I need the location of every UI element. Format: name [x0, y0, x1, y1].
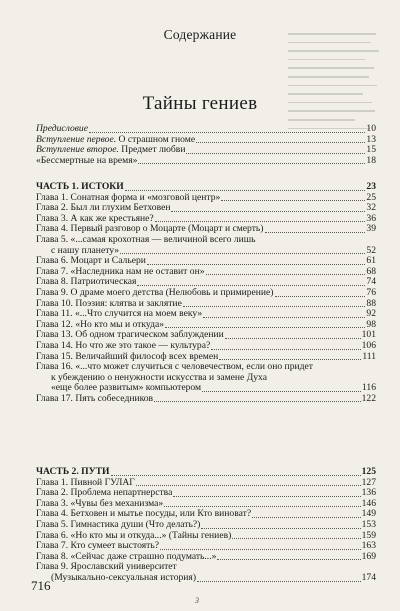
- section-heading: Содержание: [163, 27, 237, 42]
- toc-entry-title-text: Глава 7. Кто сумеет выстоять?: [36, 541, 159, 552]
- toc-entry-title: [36, 362, 313, 373]
- toc-entry-title: [36, 182, 124, 193]
- dot-leader: [173, 495, 360, 497]
- toc-entry-title-text: «Бессмертные на время»: [36, 155, 138, 166]
- toc-entry: [36, 541, 376, 552]
- toc-entry: [36, 467, 376, 478]
- dot-leader: [221, 199, 365, 201]
- toc-entry-title: [36, 299, 182, 310]
- toc-entry: [36, 135, 376, 146]
- dot-leader: [197, 580, 361, 582]
- toc-page-number: 111: [362, 350, 376, 362]
- dot-leader: [171, 210, 365, 212]
- dot-leader: [257, 243, 376, 244]
- dot-leader: [136, 484, 361, 486]
- toc-entry-title-text: Глава 3. «Чувы без механизма»: [36, 498, 164, 509]
- toc-entry-title-text: Глава 17. Пять собеседников: [36, 393, 154, 404]
- toc-entry: [36, 520, 376, 531]
- toc-entry-title-text: Глава 6. Моцарт и Сальери: [36, 256, 146, 267]
- toc-page-number: 92: [366, 308, 376, 320]
- dot-leader: [219, 358, 361, 360]
- dot-leader: [232, 537, 360, 539]
- toc-entry-title-text: Глава 12. «Но кто мы и откуда»: [36, 319, 165, 330]
- toc-page-number: 169: [361, 550, 376, 562]
- toc-page-number: 68: [366, 265, 376, 277]
- toc-entry-title: [51, 573, 196, 584]
- toc-entry: [36, 124, 376, 135]
- toc-entry-title-text: ЧАСТЬ 1. ИСТОКИ: [36, 182, 124, 192]
- toc-entry: [36, 288, 376, 299]
- toc-entry-title: [36, 203, 170, 214]
- toc-entry-title-text: Глава 1. Пивной ГУЛАГ: [36, 477, 135, 488]
- toc-page-number: 76: [366, 286, 376, 298]
- toc-page-number: 61: [366, 255, 376, 267]
- dot-leader: [314, 370, 375, 371]
- toc-entry: [36, 235, 376, 246]
- toc-entry-title: [51, 383, 201, 394]
- toc-entry: [36, 509, 376, 520]
- toc-entry-title: [36, 267, 205, 278]
- toc-page-number: 23: [366, 181, 376, 192]
- dot-leader: [225, 337, 361, 339]
- toc-entry: [36, 362, 376, 373]
- dot-leader: [202, 390, 361, 392]
- toc-entry-title: [36, 309, 202, 320]
- toc-entry-title: [36, 124, 88, 135]
- toc-entry-title: [36, 145, 185, 156]
- toc-entry: [36, 182, 376, 193]
- toc-entry: [36, 352, 376, 363]
- toc-entry: [36, 320, 376, 331]
- toc-entry-title-text: Глава 5. Гимнастика души (Что делать?): [36, 519, 201, 530]
- dot-leader: [111, 474, 361, 476]
- dot-leader: [125, 189, 366, 191]
- toc-page-number: 74: [366, 276, 376, 288]
- toc-entry-title-italic: Вступление первое.: [36, 134, 117, 145]
- dot-leader: [203, 316, 365, 318]
- toc-entry-title: [36, 488, 172, 499]
- dot-leader: [137, 284, 365, 286]
- toc-front-matter: [36, 124, 376, 166]
- toc-entry-title-text: Глава 8. «Сейчас даже страшно подумать...»: [36, 551, 217, 562]
- toc-entry: [36, 330, 376, 341]
- toc-entry-title-text: Глава 10. Поэзия: клятва и заклятие: [36, 298, 182, 309]
- toc-entry-title-text: Глава 2. Был ли глухим Бетховен: [36, 203, 171, 214]
- toc-entry-title: [36, 235, 256, 246]
- toc-page-number: 116: [361, 382, 376, 394]
- toc-entry-title-text: Глава 4. Первый разговор о Моцарте (Моцарт и смерть): [36, 224, 264, 235]
- toc-entry-title: [36, 256, 146, 267]
- toc-page-number: 149: [361, 508, 376, 520]
- toc-entry-title-text: Глава 6. «Но кто мы и откуда...» (Тайны гениев): [36, 530, 232, 541]
- toc-page-number: 25: [366, 191, 376, 203]
- toc-entry: [36, 499, 376, 510]
- toc-entry-title-text: ЧАСТЬ 2. ПУТИ: [36, 467, 110, 477]
- dot-leader: [138, 162, 365, 164]
- dot-leader: [211, 348, 360, 350]
- toc-entry: [36, 299, 376, 310]
- toc-entry-title: [36, 562, 177, 573]
- toc-page-number: 163: [361, 540, 376, 552]
- dot-leader: [178, 570, 375, 571]
- toc-entry-title-text: Глава 15. Величайший философ всех времен: [36, 351, 219, 362]
- dot-leader: [160, 548, 361, 550]
- toc-page-number: 136: [361, 487, 376, 499]
- toc-entry-title: [36, 224, 264, 235]
- toc-entry: [36, 552, 376, 563]
- toc-entry: [36, 383, 376, 394]
- toc-entry-title: [36, 467, 110, 478]
- dot-leader: [165, 326, 365, 328]
- dot-leader: [206, 273, 366, 275]
- toc-entry-title-text: Глава 11. «...Что случится на моем веку»: [36, 309, 203, 320]
- toc-page-number: 125: [361, 466, 376, 477]
- toc-entry: [36, 214, 376, 225]
- toc-page-number: 98: [366, 318, 376, 330]
- toc-entry-title: [36, 531, 231, 542]
- toc-entry-title-text: Глава 7. «Наследника нам не оставит он»: [36, 266, 205, 277]
- toc-page-number: 10: [366, 123, 376, 134]
- dot-leader: [183, 305, 366, 307]
- toc-page-number: 32: [366, 202, 376, 214]
- dot-leader: [201, 527, 360, 529]
- toc-entry-title-text: Глава 14. Но что же это такое — культура?: [36, 340, 211, 351]
- toc-page-number: 18: [366, 154, 376, 166]
- toc-entry-title-text: Глава 13. Об одном трагическом заблуждении: [36, 330, 224, 341]
- dot-leader: [196, 141, 365, 143]
- toc-entry: [36, 193, 376, 204]
- toc-entry-title: [51, 246, 119, 257]
- dot-leader: [217, 558, 360, 560]
- toc-entry-title-text: Глава 4. Бетховен и мытье посуды, или Кто виноват?: [36, 509, 252, 520]
- dot-leader: [275, 295, 366, 297]
- toc-entry: [36, 156, 376, 167]
- toc-entry-title: [36, 214, 154, 225]
- toc-page-number: 174: [361, 571, 376, 583]
- toc-part-1: [36, 182, 376, 404]
- dot-leader: [89, 131, 365, 133]
- toc-entry-title-text: Глава 8. Патриотическая: [36, 277, 137, 288]
- toc-entry: [36, 478, 376, 489]
- dot-leader: [120, 252, 365, 254]
- toc-entry-title-text: Глава 1. Сонатная форма и «мозговой центр»: [36, 192, 221, 203]
- toc-entry: [36, 145, 376, 156]
- toc-page-number: 127: [361, 476, 376, 488]
- toc-entry-title: [36, 478, 135, 489]
- toc-entry-title: [36, 320, 164, 331]
- toc-page-number: 39: [366, 223, 376, 235]
- toc-entry-title-text: Глава 3. А как же крестьяне?: [36, 213, 154, 224]
- toc-page-number: 146: [361, 497, 376, 509]
- toc-entry: [36, 573, 376, 584]
- toc-entry-title: [36, 156, 137, 167]
- toc-entry-title-text: (Музыкально-сексуальная история): [51, 572, 197, 583]
- toc-entry-title-text: с нашу планету»: [51, 245, 120, 256]
- toc-entry-title: [51, 373, 267, 384]
- toc-entry-title: [36, 394, 153, 405]
- dot-leader: [252, 516, 361, 518]
- toc-entry-title: [36, 499, 163, 510]
- toc-entry: [36, 277, 376, 288]
- toc-entry-title-text: О страшном гноме: [116, 134, 196, 145]
- dot-leader: [147, 263, 366, 265]
- toc-entry-title-text: Глава 9. Ярославский университет: [36, 562, 177, 573]
- toc-entry: [36, 246, 376, 257]
- toc-page-number: 15: [366, 144, 376, 156]
- toc-entry-title-text: Глава 9. О драме моего детства (Нелюбовь и примирение): [36, 287, 274, 298]
- dot-leader: [155, 220, 366, 222]
- toc-entry-title-text: Глава 2. Проблема непартнерства: [36, 488, 173, 499]
- toc-entry-title: [36, 509, 251, 520]
- toc-entry: [36, 394, 376, 405]
- toc-entry: [36, 488, 376, 499]
- toc-page-number: 153: [361, 518, 376, 530]
- dot-leader: [154, 400, 361, 402]
- toc-entry-title-italic: Вступление второе.: [36, 145, 119, 156]
- toc-entry: [36, 562, 376, 573]
- toc-entry: [36, 341, 376, 352]
- toc-page-number: 88: [366, 297, 376, 309]
- toc-entry-title-text: к убеждению о ненужности искусства и замене Духа: [51, 372, 267, 383]
- dot-leader: [268, 380, 375, 381]
- toc-page-number: 159: [361, 529, 376, 541]
- toc-entry-title-text: Глава 16. «...что может случиться с человечеством, если оно придет: [36, 362, 313, 373]
- toc-entry-title: [36, 193, 220, 204]
- toc-entry: [36, 373, 376, 384]
- toc-entry-title: [36, 330, 224, 341]
- toc-page-number: 13: [366, 133, 376, 145]
- toc-entry: [36, 256, 376, 267]
- toc-page-number: 36: [366, 212, 376, 224]
- toc-entry-title: [36, 288, 274, 299]
- toc-page-number: 101: [361, 329, 376, 341]
- dot-leader: [164, 505, 360, 507]
- dot-leader: [265, 231, 366, 233]
- toc-entry: [36, 267, 376, 278]
- toc-entry: [36, 224, 376, 235]
- toc-entry: [36, 531, 376, 542]
- bottom-mark: 3: [195, 596, 199, 605]
- toc-page-number: 122: [361, 392, 376, 404]
- book-title: Тайны гениев: [142, 93, 258, 114]
- toc-entry-title: [36, 541, 159, 552]
- toc-entry-title-text: Предмет любви: [118, 145, 186, 156]
- toc-entry-title: [36, 552, 216, 563]
- toc-page-number: 52: [366, 244, 376, 256]
- toc-entry-title: [36, 135, 195, 146]
- toc-entry-title: [36, 341, 210, 352]
- toc-page-number: 106: [361, 339, 376, 351]
- toc-entry: [36, 203, 376, 214]
- dot-leader: [186, 152, 365, 154]
- toc-entry-title-text: «еще более развитым» компьютером: [51, 383, 202, 394]
- toc-entry-title-italic: Предисловие: [36, 124, 88, 134]
- toc-part-2: [36, 467, 376, 584]
- toc-entry: [36, 309, 376, 320]
- page-number: 716: [31, 578, 51, 593]
- toc-entry-title-text: Глава 5. «...самая крохотная — величиной всего лишь: [36, 234, 256, 245]
- toc-entry-title: [36, 277, 136, 288]
- toc-entry-title: [36, 352, 218, 363]
- toc-entry-title: [36, 520, 200, 531]
